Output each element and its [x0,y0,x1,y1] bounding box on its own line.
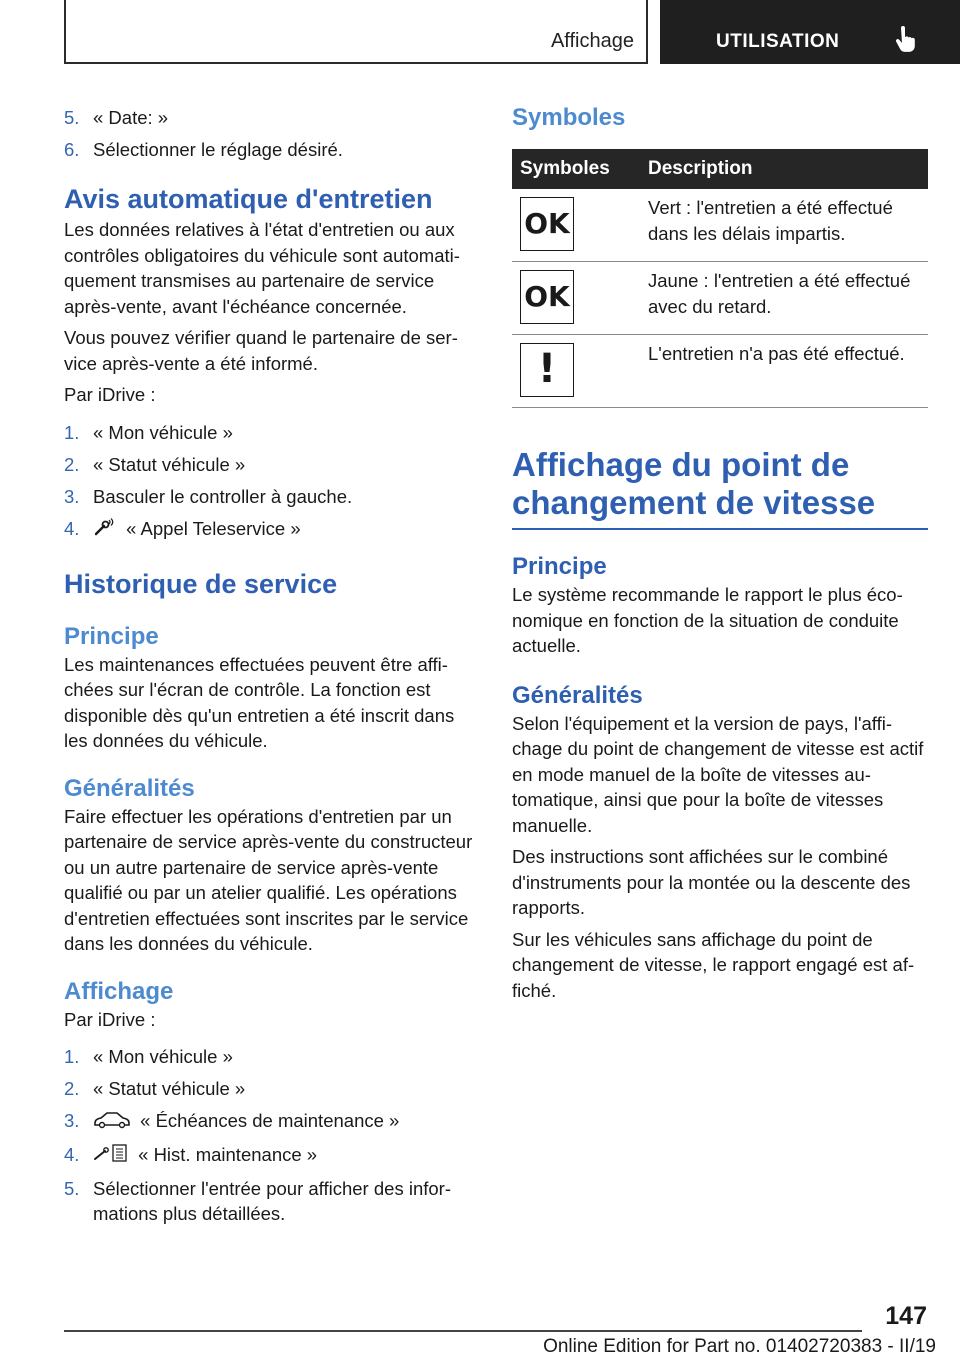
list-item [64,516,476,543]
right-column [512,100,928,1009]
hand-pointer-icon [894,26,916,59]
step-text: « Échéances de maintenance » [140,1110,400,1132]
avis-heading: Avis automatique d'entretien [64,184,433,214]
shift-generalites-paragraph-2: Des instructions sont affichées sur le combiné d'instruments pour la montée ou la descente des rapports. [512,846,911,918]
shift-principe-subheading: Principe [512,553,607,580]
heading-rule [512,528,928,530]
symboles-heading: Symboles [512,104,626,131]
list-item [64,137,476,162]
avis-paragraph-3: Par iDrive : [64,384,156,405]
step-text: « Hist. maintenance » [138,1144,318,1166]
header-section-title: Affichage [550,30,634,52]
generalites-subheading: Généralités [64,774,195,802]
list-item [64,1108,476,1135]
step-number: 4. [64,517,80,539]
step-text: Basculer le controller à gauche. [93,485,353,507]
header-chapter-label: UTILISATION [716,31,840,52]
step-number: 4. [64,1144,80,1166]
step-number: 6. [64,139,80,160]
table-header-symboles: Symboles [512,149,640,189]
step-number: 5. [64,107,80,128]
shift-generalites-paragraph-3: Sur les véhicules sans affichage du point de changement de vitesse, le rapport engagé est affiché. [512,928,915,1001]
step-number: 3. [64,485,80,507]
table-row [512,262,928,335]
step-number: 2. [64,453,80,475]
page-number: 147 [885,1302,927,1330]
list-item [64,105,476,130]
step-text: « Date: » [93,107,169,128]
shift-generalites-paragraph-1: Selon l'équipement et la version de pays, l'affichage du point de changement de vitesse est actif en mode manuel de la boîte de vitesses automatique, ainsi que pour la boîte de vitesses manuelle. [512,712,924,836]
footer-edition: Online Edition for Part no. 01402720383 - II/19 [543,1336,936,1357]
step-number: 2. [64,1078,80,1100]
symbol-cell [512,262,640,335]
footer-rule [64,1330,862,1332]
step-text: « Statut véhicule » [93,453,246,475]
table-header-row [512,149,928,189]
avis-paragraph-2: Vous pouvez vérifier quand le partenaire de service après-vente a été informé. [64,327,458,374]
list-item [64,484,476,509]
step-number: 3. [64,1110,80,1132]
symbol-cell [512,189,640,262]
left-column [64,100,476,1233]
list-item [64,1176,476,1226]
affichage-subheading: Affichage [64,977,174,1005]
symbol-cell [512,335,640,408]
avis-paragraph-1: Les données relatives à l'état d'entretien ou aux contrôles obligatoires du véhicule sont automatiquement transmises au partenaire de service après-vente, avant l'échéance concernée. [64,219,460,317]
ok-symbol-icon: OK [520,197,574,251]
description-cell: Jaune : l'entretien a été effectué avec du retard. [640,262,928,335]
car-service-icon [93,1109,131,1135]
service-history-icon [93,1143,129,1169]
step-text: « Mon véhicule » [93,421,233,443]
principe-subheading: Principe [64,622,159,650]
table-row [512,335,928,408]
shift-heading: Affichage du point de changement de vitesse [512,446,876,521]
table-header-description: Description [640,149,928,189]
list-item [64,1044,476,1069]
ok-symbol-icon: OK [520,270,574,324]
principe-paragraph: Les maintenances effectuées peuvent être affichées sur l'écran de contrôle. La fonction est disponible dès qu'un entretien a été inscrit dans les données du véhicule. [64,653,455,752]
shift-generalites-subheading: Généralités [512,681,643,709]
symbols-table [512,149,928,408]
description-cell: L'entretien n'a pas été effectué. [640,335,928,408]
list-item [64,1142,476,1169]
step-text: « Statut véhicule » [93,1078,246,1100]
description-cell: Vert : l'entretien a été effectué dans les délais impartis. [640,189,928,262]
affichage-intro: Par iDrive : [64,1008,156,1030]
generalites-paragraph: Faire effectuer les opérations d'entretien par un partenaire de service après-vente du constructeur ou un autre partenaire de service après-vente qualifié ou par un atelier qualifié. Les opérations d'entretien effectuées sont inscrites par le service dans les données du véhicule. [64,805,473,955]
historique-heading: Historique de service [64,568,338,599]
step-text: « Mon véhicule » [93,1046,233,1068]
step-text: Sélectionner l'entrée pour afficher des informations plus détaillées. [93,1178,451,1225]
step-number: 1. [64,421,80,443]
step-number: 5. [64,1178,80,1200]
step-number: 1. [64,1046,80,1068]
wrench-signal-icon [93,517,117,543]
shift-principe-paragraph: Le système recommande le rapport le plus économique en fonction de la situation de conduite actuelle. [512,584,903,656]
list-item [64,420,476,445]
step-text: « Appel Teleservice » [126,517,301,539]
exclamation-symbol-icon: ! [520,343,574,397]
table-row [512,189,928,262]
list-item [64,1076,476,1101]
list-item [64,452,476,477]
header-chapter-tab [660,0,960,64]
step-text: Sélectionner le réglage désiré. [93,139,343,160]
